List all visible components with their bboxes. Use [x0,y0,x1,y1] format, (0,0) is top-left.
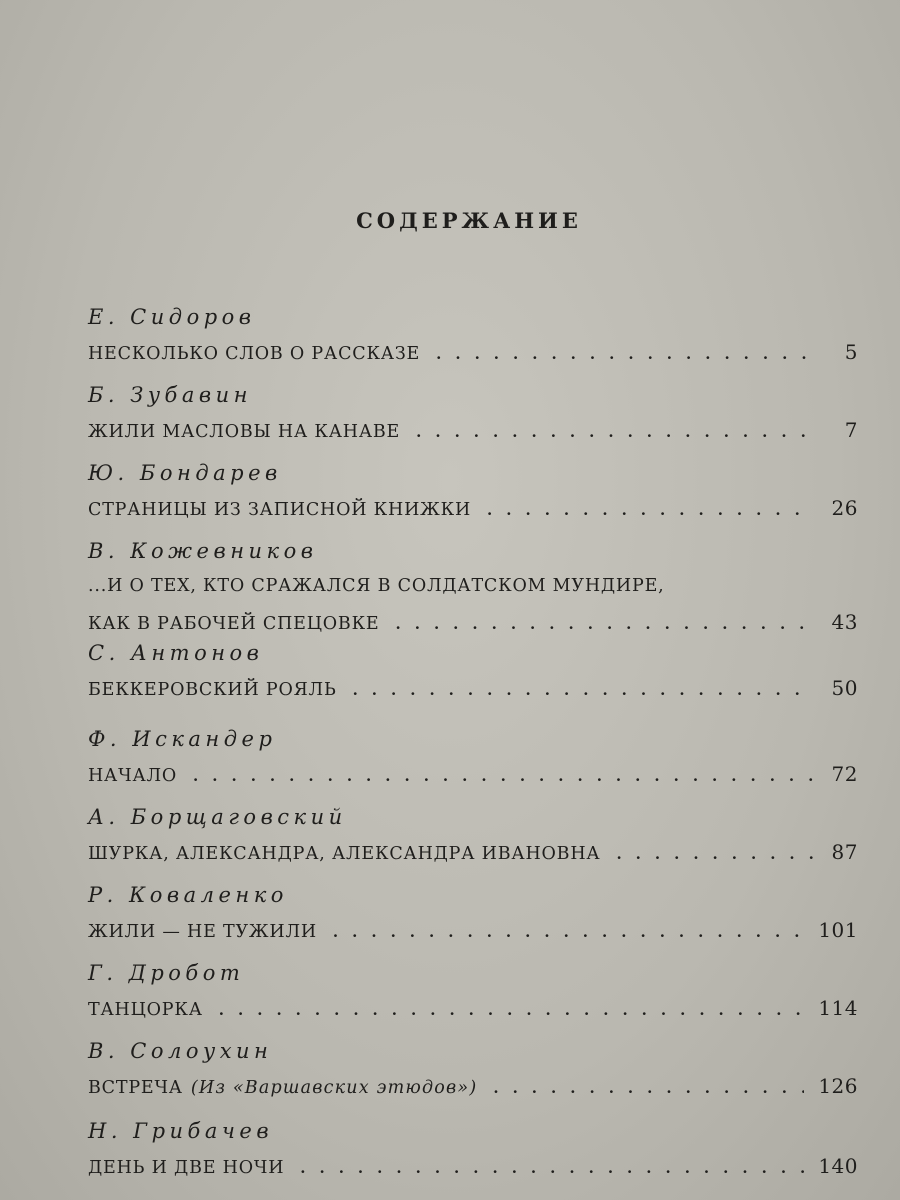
toc-entry [88,722,858,792]
dot-leader [493,1070,804,1106]
page-number: 50 [831,676,858,700]
page-number: 72 [831,762,858,786]
entry-title-line [88,412,858,448]
entry-title: НЕСКОЛЬКО СЛОВ О РАССКАЗЕ [88,344,421,364]
entry-title: СТРАНИЦЫ ИЗ ЗАПИСНОЙ КНИЖКИ [88,500,472,520]
entry-subtitle: (Из «Варшавских этюдов») [190,1078,478,1098]
entry-title: ВСТРЕЧА [88,1078,183,1098]
toc-entry [88,1114,858,1184]
page-number: 87 [831,840,858,864]
entry-author: С. Антонов [88,641,264,665]
dot-leader [353,672,814,708]
toc-entry [88,534,858,640]
dot-leader [300,1150,804,1186]
page-number: 101 [818,918,858,942]
entry-title-line [88,756,858,792]
page-number: 43 [831,610,858,634]
toc-entry [88,800,858,870]
entry-author: Р. Коваленко [88,883,288,907]
entry-title-line [88,670,858,706]
entry-title: НАЧАЛО [88,766,178,786]
entry-author: Г. Дробот [88,961,245,985]
entry-author: В. Солоухин [88,1039,273,1063]
toc-entry [88,878,858,948]
dot-leader [616,836,814,872]
entry-title: ЖИЛИ — НЕ ТУЖИЛИ [88,922,317,942]
entry-title-line [88,334,858,370]
entry-title: ДЕНЬ И ДВЕ НОЧИ [88,1158,285,1178]
page-number: 7 [844,418,858,442]
entry-title: ШУРКА, АЛЕКСАНДРА, АЛЕКСАНДРА ИВАНОВНА [88,844,601,864]
entry-title: ...И О ТЕХ, КТО СРАЖАЛСЯ В СОЛДАТСКОМ МУНДИРЕ, [88,576,665,596]
entry-author: В. Кожевников [88,539,318,563]
entry-author: Н. Грибачев [88,1119,274,1143]
entry-author: А. Борщаговский [88,805,347,829]
toc-entry [88,300,858,370]
toc-entry [88,456,858,526]
dot-leader [333,914,804,950]
entry-title-line [88,604,858,640]
entry-title-line [88,912,858,948]
toc-entry [88,636,858,706]
dot-leader [487,492,814,528]
contents-title: СОДЕРЖАНИЕ [356,208,582,233]
entry-title-line [88,1068,858,1104]
entry-title-line [88,1148,858,1184]
entry-title: КАК В РАБОЧЕЙ СПЕЦОВКЕ [88,614,380,634]
entry-title-line [88,490,858,526]
page-number: 140 [818,1154,858,1178]
dot-leader [436,336,814,372]
entry-title-line [88,834,858,870]
toc-entry [88,1034,858,1104]
page-number: 126 [818,1074,858,1098]
toc-entry [88,378,858,448]
dot-leader [416,414,814,450]
entry-author: Ю. Бондарев [88,461,282,485]
entry-title: БЕККЕРОВСКИЙ РОЯЛЬ [88,680,337,700]
toc-entry [88,956,858,1026]
dot-leader [219,992,805,1028]
page-number: 5 [844,340,858,364]
entry-title: ЖИЛИ МАСЛОВЫ НА КАНАВЕ [88,422,401,442]
dot-leader [193,758,814,794]
entry-title: ТАНЦОРКА [88,1000,203,1020]
entry-author: Е. Сидоров [88,305,256,329]
page-number: 114 [818,996,858,1020]
entry-title-line [88,990,858,1026]
page-number: 26 [831,496,858,520]
entry-title-line [88,568,858,604]
entry-author: Ф. Искандер [88,727,277,751]
entry-author: Б. Зубавин [88,383,252,407]
